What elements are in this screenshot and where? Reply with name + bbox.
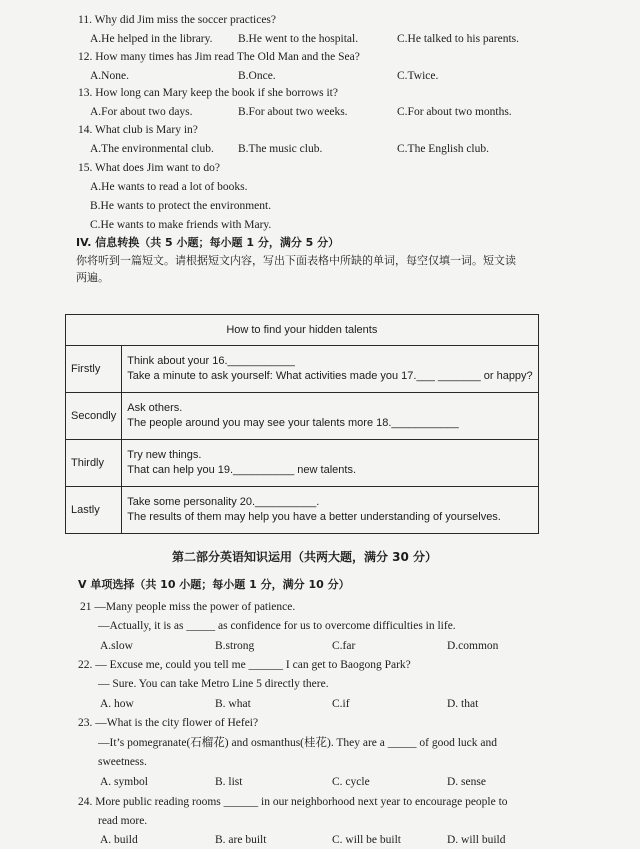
q23-line2: —It’s pomegranate(石榴花) and osmanthus(桂花). They are a _____ of good luck and — [98, 737, 497, 749]
table-title: How to find your hidden talents — [66, 315, 539, 346]
section4-instruction-1: 你将听到一篇短文。请根据短文内容，写出下面表格中所缺的单词，每空仅填一词。短文读 — [76, 254, 516, 267]
row-label-firstly: Firstly — [66, 346, 122, 393]
q24-stem: 24. More public reading rooms ______ in our neighborhood next year to encourage people to — [78, 796, 508, 808]
q21-line2: —Actually, it is as _____ as confidence for us to overcome difficulties in life. — [98, 620, 456, 632]
q22-option-c: C.if — [332, 698, 350, 710]
q12-option-c: C.Twice. — [397, 70, 439, 82]
blank-17-line: Take a minute to ask yourself: What activities made you 17.___ _______ or happy? — [127, 370, 533, 382]
row-label-lastly: Lastly — [66, 487, 122, 534]
part2-heading: 第二部分英语知识运用（共两大题，满分 30 分） — [172, 550, 438, 564]
q21-option-b: B.strong — [215, 640, 255, 652]
q11-option-c: C.He talked to his parents. — [397, 33, 520, 45]
q14-option-c: C.The English club. — [397, 143, 489, 155]
section4-heading: IV. 信息转换（共 5 小题；每小题 1 分，满分 5 分） — [76, 236, 340, 249]
q21-option-c: C.far — [332, 640, 356, 652]
q22-line2: — Sure. You can take Metro Line 5 directly there. — [98, 678, 329, 690]
secondly-line-1: Ask others. — [127, 402, 183, 414]
talents-table — [65, 314, 539, 534]
row-label-secondly: Secondly — [66, 393, 122, 440]
row-content-secondly — [122, 393, 538, 440]
blank-16-line: Think about your 16.___________ — [127, 355, 295, 367]
table-row — [66, 393, 539, 440]
row-content-thirdly — [122, 440, 538, 487]
q21-option-d: D.common — [447, 640, 499, 652]
q15-option-b: B.He wants to protect the environment. — [90, 200, 272, 212]
q24-option-a: A. build — [100, 834, 138, 846]
q22-option-b: B. what — [215, 698, 251, 710]
q22-stem: 22. — Excuse me, could you tell me ______ I can get to Baogong Park? — [78, 659, 411, 671]
table-row — [66, 440, 539, 487]
row-label-thirdly: Thirdly — [66, 440, 122, 487]
q12-option-a: A.None. — [90, 70, 129, 82]
row-content-firstly — [122, 346, 538, 393]
q14-option-b: B.The music club. — [238, 143, 323, 155]
q23-line3: sweetness. — [98, 756, 147, 768]
q22-option-a: A. how — [100, 698, 134, 710]
q21-stem: 21 —Many people miss the power of patience. — [80, 601, 296, 613]
q23-option-d: D. sense — [447, 776, 486, 788]
lastly-line-2: The results of them may help you have a better understanding of yourselves. — [127, 511, 501, 523]
q13-stem: 13. How long can Mary keep the book if she borrows it? — [78, 87, 338, 99]
q15-stem: 15. What does Jim want to do? — [78, 162, 220, 174]
q23-stem: 23. —What is the city flower of Hefei? — [78, 717, 259, 729]
table-row — [66, 346, 539, 393]
q12-option-b: B.Once. — [238, 70, 276, 82]
q24-option-b: B. are built — [215, 834, 267, 846]
q12-stem: 12. How many times has Jim read The Old Man and the Sea? — [78, 51, 360, 63]
q15-option-c: C.He wants to make friends with Mary. — [90, 219, 272, 231]
q21-option-a: A.slow — [100, 640, 133, 652]
blank-18-line: The people around you may see your talents more 18.___________ — [127, 417, 459, 429]
q24-option-c: C. will be built — [332, 834, 401, 846]
q23-option-b: B. list — [215, 776, 243, 788]
q15-option-a: A.He wants to read a lot of books. — [90, 181, 248, 193]
q14-stem: 14. What club is Mary in? — [78, 124, 198, 136]
table-row — [66, 487, 539, 534]
section5-heading: V 单项选择（共 10 小题；每小题 1 分，满分 10 分） — [78, 578, 350, 591]
q24-line2: read more. — [98, 815, 148, 827]
q23-option-c: C. cycle — [332, 776, 370, 788]
q13-option-c: C.For about two months. — [397, 106, 512, 118]
q24-option-d: D. will build — [447, 834, 506, 846]
q11-option-b: B.He went to the hospital. — [238, 33, 359, 45]
q14-option-a: A.The environmental club. — [90, 143, 214, 155]
q22-option-d: D. that — [447, 698, 479, 710]
q23-option-a: A. symbol — [100, 776, 148, 788]
blank-20-line: Take some personality 20.__________. — [127, 496, 320, 508]
thirdly-line-1: Try new things. — [127, 449, 202, 461]
q11-stem: 11. Why did Jim miss the soccer practices? — [78, 14, 277, 26]
q11-option-a: A.He helped in the library. — [90, 33, 213, 45]
blank-19-line: That can help you 19.__________ new talents. — [127, 464, 356, 476]
row-content-lastly — [122, 487, 538, 534]
section4-instruction-2: 两遍。 — [76, 271, 109, 284]
q13-option-a: A.For about two days. — [90, 106, 193, 118]
q13-option-b: B.For about two weeks. — [238, 106, 348, 118]
